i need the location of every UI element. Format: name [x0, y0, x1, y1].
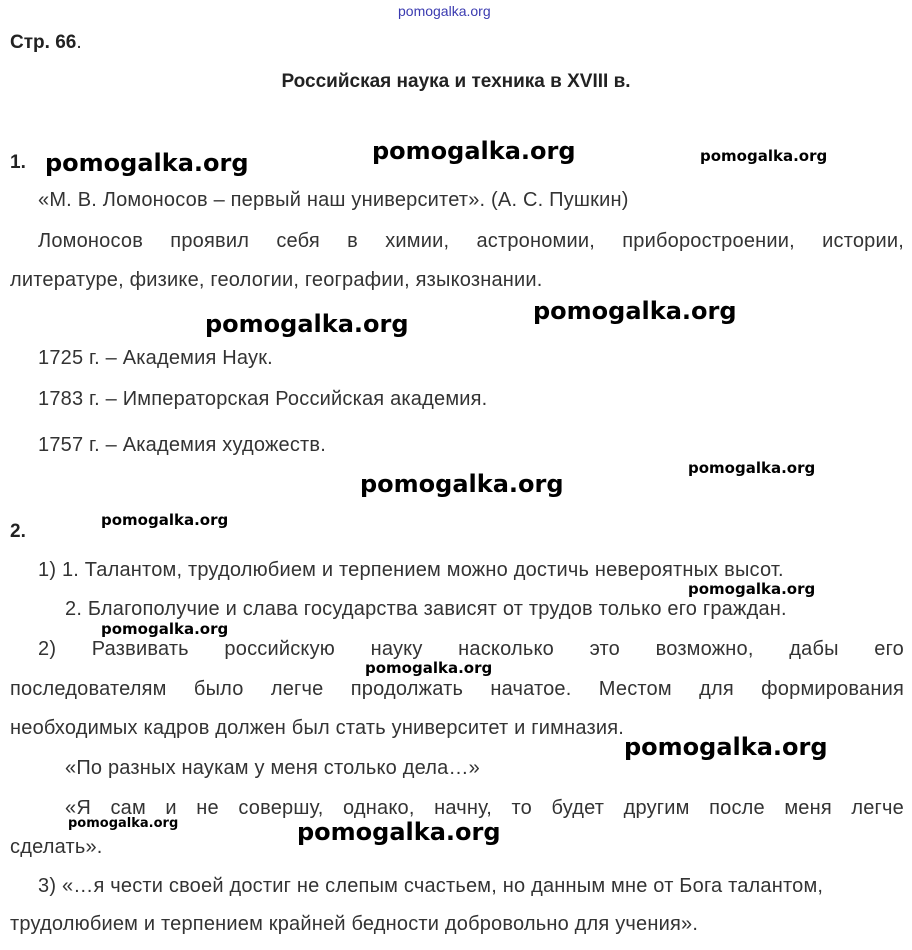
answer-2-line1: 2) Развивать российскую науку насколько это возможно, дабы его	[38, 638, 904, 660]
watermark: pomogalka.org	[365, 659, 493, 677]
lomonosov-quote-2-line2: сделать».	[10, 836, 103, 858]
watermark: pomogalka.org	[533, 297, 737, 325]
watermark: pomogalka.org	[101, 511, 229, 529]
watermark: pomogalka.org	[700, 147, 828, 165]
answer-3-line1: 3) «…я чести своей достиг не слепым счастьем, но данным мне от Бога талантом,	[38, 875, 824, 897]
section-number-2: 2.	[10, 521, 26, 542]
answer-1-line2: 2. Благополучие и слава государства зависят от трудов только его граждан.	[65, 598, 787, 620]
answer-2-line2: последователям было легче продолжать начатое. Местом для формирования	[10, 678, 904, 700]
section-number-1: 1.	[10, 152, 26, 173]
watermark: pomogalka.org	[205, 310, 409, 338]
watermark: pomogalka.org	[297, 818, 501, 846]
date-item-3: 1757 г. – Академия художеств.	[38, 434, 326, 456]
date-item-2: 1783 г. – Императорская Российская академия.	[38, 388, 488, 410]
watermark: pomogalka.org	[624, 733, 828, 761]
answer-1-line1: 1) 1. Талантом, трудолюбием и терпением можно достичь невероятных высот.	[38, 559, 784, 581]
watermark: pomogalka.org	[372, 137, 576, 165]
pushkin-quote: «М. В. Ломоносов – первый наш университет». (А. С. Пушкин)	[38, 189, 629, 211]
top-watermark: pomogalka.org	[398, 3, 491, 19]
answer-2-line3: необходимых кадров должен был стать университет и гимназия.	[10, 717, 624, 739]
lomonosov-quote-2-line1: «Я сам и не совершу, однако, начну, то будет другим после меня легче	[65, 797, 904, 819]
date-item-1: 1725 г. – Академия Наук.	[38, 347, 273, 369]
watermark: pomogalka.org	[68, 816, 179, 831]
watermark: pomogalka.org	[360, 470, 564, 498]
answer-3-line2: трудолюбием и терпением крайней бедности добровольно для учения».	[10, 913, 699, 935]
lomonosov-para-line2: литературе, физике, геологии, географии, языкознании.	[10, 269, 543, 291]
page-label: Стр. 66.	[10, 32, 82, 53]
lomonosov-quote-1: «По разных наукам у меня столько дела…»	[65, 757, 480, 779]
lomonosov-para-line1: Ломоносов проявил себя в химии, астрономии, приборостроении, истории,	[38, 230, 904, 252]
watermark: pomogalka.org	[688, 459, 816, 477]
page-title: Российская наука и техника в XVIII в.	[281, 71, 631, 92]
watermark: pomogalka.org	[45, 149, 249, 177]
watermark: pomogalka.org	[688, 580, 816, 598]
watermark: pomogalka.org	[101, 620, 229, 638]
